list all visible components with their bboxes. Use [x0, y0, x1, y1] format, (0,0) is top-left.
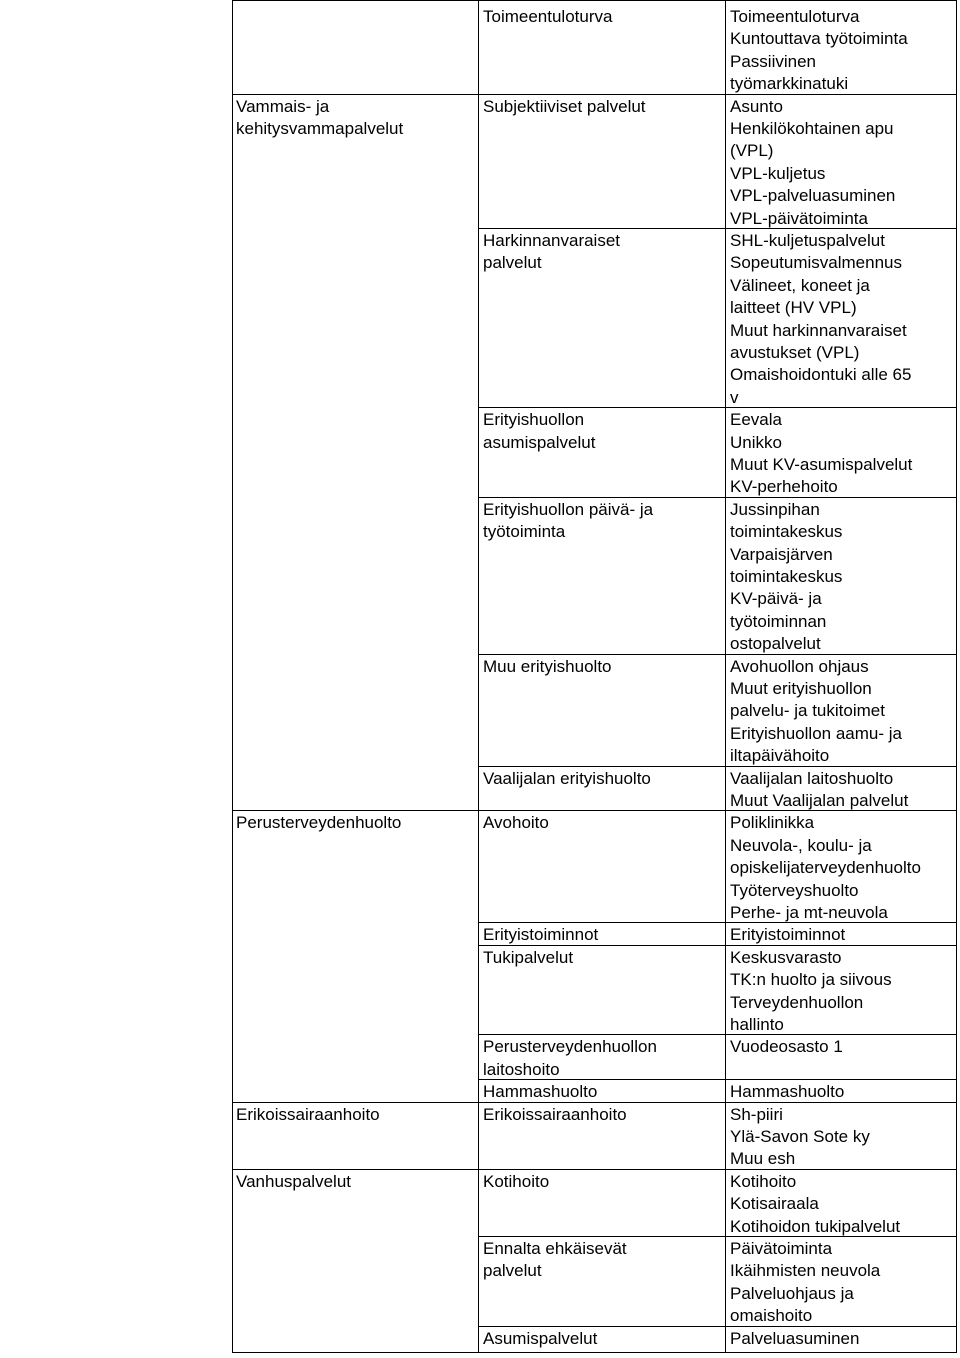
row-divider	[478, 654, 957, 655]
service-item: Palveluasuminen	[730, 1328, 860, 1348]
service-item: ostopalvelut	[730, 634, 821, 654]
service-item: KV-päivä- ja	[730, 589, 822, 609]
service-item: Ylä-Savon Sote ky	[730, 1127, 870, 1146]
service-item: Neuvola-, koulu- ja	[730, 835, 872, 855]
row-divider	[232, 1169, 957, 1170]
row-divider	[232, 810, 957, 811]
service-item: TK:n huolto ja siivous	[730, 970, 892, 990]
service-item: Työterveyshuolto	[730, 880, 859, 900]
service-item: Unikko	[730, 432, 782, 452]
table-border-top	[232, 0, 957, 1]
row-divider	[232, 94, 957, 95]
service-item: Varpaisjärven	[730, 544, 833, 564]
service-item: omaishoito	[730, 1306, 813, 1326]
service-item: Muut erityishuollon	[730, 679, 872, 698]
service-item: palvelu- ja tukitoimet	[730, 701, 885, 721]
service-item: Eevala	[730, 410, 782, 430]
service-item: Sopeutumisvalmennus	[730, 253, 902, 273]
service-item: Sh-piiri	[730, 1104, 783, 1124]
service-item: Palveluohjaus ja	[730, 1283, 854, 1303]
service-item: Jussinpihan	[730, 499, 820, 519]
subcategory-cell: Vaalijalan erityishuolto	[483, 768, 651, 788]
subcategory-cell: Toimeentuloturva	[483, 7, 613, 26]
subcategory-cell: Tukipalvelut	[483, 947, 574, 967]
service-item: Hammashuolto	[730, 1082, 845, 1102]
service-item: Keskusvarasto	[730, 947, 842, 967]
row-divider	[478, 497, 957, 498]
service-item: Muut Vaalijalan palvelut	[730, 791, 909, 810]
service-item: työmarkkinatuki	[730, 74, 849, 94]
service-item: Päivätoiminta	[730, 1239, 833, 1258]
service-item: v	[730, 387, 739, 407]
subcategory-cell: Muu erityishuolto	[483, 656, 612, 676]
service-item: Erityistoiminnot	[730, 925, 846, 945]
subcategory-cell: Erityistoiminnot	[483, 925, 599, 945]
service-item: Kotihoito	[730, 1171, 797, 1191]
service-item: VPL-palveluasuminen	[730, 186, 896, 206]
subcategory-cell: Kotihoito	[483, 1171, 550, 1191]
service-item: SHL-kuljetuspalvelut	[730, 231, 885, 250]
subcategory-cell: Subjektiiviset palvelut	[483, 96, 646, 116]
subcategory-cell: Erikoissairaanhoito	[483, 1104, 627, 1124]
service-item: toimintakeskus	[730, 567, 843, 586]
service-item: Perhe- ja mt-neuvola	[730, 903, 888, 922]
subcategory-cell: Harkinnanvaraiset palvelut	[483, 231, 621, 273]
service-item: Ikäihmisten neuvola	[730, 1261, 881, 1281]
row-divider	[478, 1236, 957, 1237]
subcategory-cell: Asumispalvelut	[483, 1328, 598, 1348]
service-item: laitteet (HV VPL)	[730, 298, 857, 318]
row-divider	[232, 1102, 957, 1103]
row-divider	[478, 407, 957, 408]
service-item: Asunto	[730, 96, 783, 116]
main-category-cell: Perusterveydenhuolto	[236, 813, 402, 833]
service-item: Muut harkinnanvaraiset	[730, 320, 907, 340]
service-item: Passiivinen	[730, 51, 816, 71]
row-divider	[478, 1326, 957, 1327]
service-item: Terveydenhuollon	[730, 992, 864, 1012]
service-item: Kuntouttava työtoiminta	[730, 29, 908, 49]
main-category-cell: Vanhuspalvelut	[236, 1171, 351, 1191]
service-item: Toimeentuloturva	[730, 7, 860, 26]
subcategory-cell: Erityishuollon asumispalvelut	[483, 410, 596, 452]
service-item: VPL-kuljetus	[730, 163, 826, 183]
service-item: työtoiminnan	[730, 611, 827, 631]
main-category-cell: Erikoissairaanhoito	[236, 1104, 380, 1124]
subcategory-cell: Avohoito	[483, 813, 549, 833]
service-item: avustukset (VPL)	[730, 343, 860, 362]
service-item: toimintakeskus	[730, 522, 843, 542]
subcategory-cell: Perusterveydenhuollon laitoshoito	[483, 1037, 657, 1079]
service-item: VPL-päivätoiminta	[730, 208, 868, 228]
column-divider	[478, 0, 479, 1352]
main-category-cell: Vammais- ja kehitysvammapalvelut	[236, 96, 404, 138]
subcategory-cell: Erityishuollon päivä- ja työtoiminta	[483, 499, 654, 542]
service-item: hallinto	[730, 1015, 784, 1034]
service-item: Muut KV-asumispalvelut	[730, 455, 913, 474]
service-item: Henkilökohtainen apu	[730, 119, 894, 138]
service-item: Vaalijalan laitoshuolto	[730, 768, 894, 788]
service-item: Erityishuollon aamu- ja	[730, 723, 902, 743]
row-divider	[478, 945, 957, 946]
service-item: opiskelijaterveydenhuolto	[730, 858, 921, 878]
table-border-bottom	[232, 1352, 957, 1353]
column-divider	[725, 0, 726, 1352]
row-divider	[478, 766, 957, 767]
subcategory-cell: Hammashuolto	[483, 1082, 598, 1102]
subcategory-cell: Ennalta ehkäisevät palvelut	[483, 1239, 627, 1281]
service-item: (VPL)	[730, 141, 774, 161]
service-item: Kotisairaala	[730, 1194, 819, 1214]
service-item: Poliklinikka	[730, 813, 815, 833]
service-item: Avohuollon ohjaus	[730, 656, 869, 676]
service-item: Omaishoidontuki alle 65	[730, 365, 912, 385]
column-divider	[956, 0, 957, 1352]
service-item: Muu esh	[730, 1149, 796, 1169]
row-divider	[478, 1034, 957, 1035]
service-item: Kotihoidon tukipalvelut	[730, 1216, 901, 1236]
service-item: Vuodeosasto 1	[730, 1037, 843, 1057]
service-item: Välineet, koneet ja	[730, 275, 870, 295]
column-divider	[232, 0, 233, 1352]
row-divider	[478, 922, 957, 923]
service-item: KV-perhehoito	[730, 477, 838, 497]
service-item: iltapäivähoito	[730, 746, 830, 766]
row-divider	[478, 1079, 957, 1080]
row-divider	[478, 228, 957, 229]
